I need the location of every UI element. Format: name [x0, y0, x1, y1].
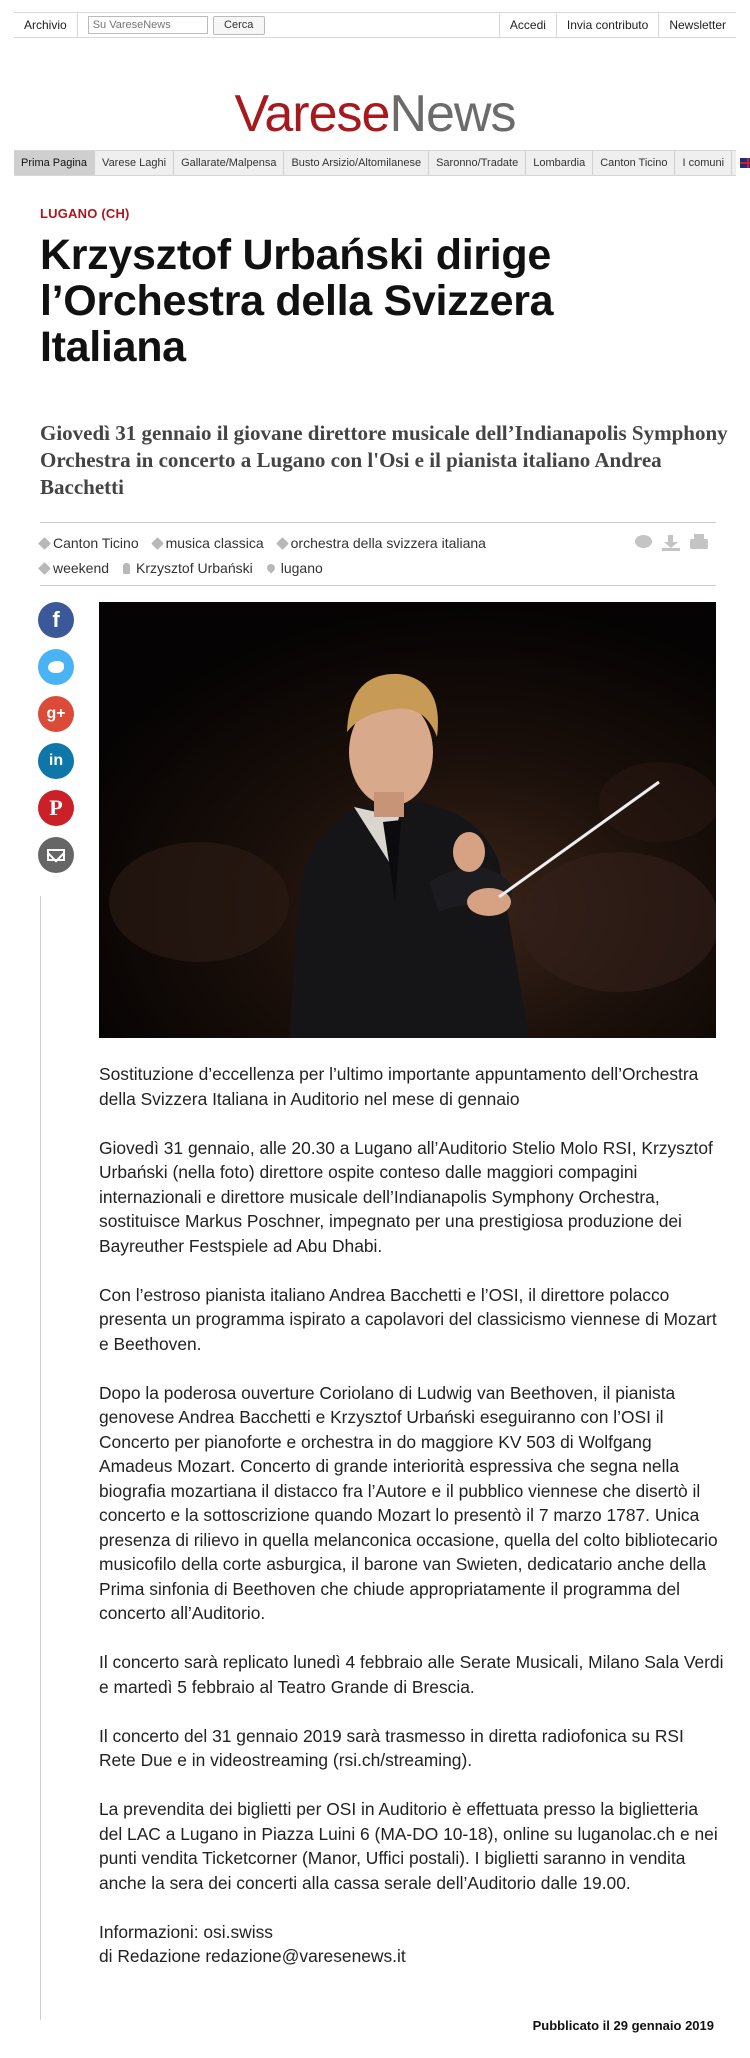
article-body [99, 1062, 724, 1969]
print-icon[interactable] [690, 539, 708, 549]
tag-label: weekend [53, 560, 110, 576]
facebook-icon: f [52, 607, 60, 632]
nav-item-saronno-tradate[interactable]: Saronno/Tradate [429, 151, 526, 175]
nav-item-prima-pagina[interactable]: Prima Pagina [14, 151, 95, 175]
tag-canton-ticino[interactable] [40, 535, 139, 551]
author-line: di Redazione redazione@varesenews.it [99, 1946, 406, 1966]
tag-weekend[interactable] [40, 560, 109, 576]
logo-part-news: News [389, 85, 516, 143]
nav-item-lombardia[interactable]: Lombardia [526, 151, 593, 175]
archivio-link[interactable]: Archivio [14, 13, 78, 37]
invia-contributo-link[interactable]: Invia contributo [556, 13, 658, 37]
nav-item-gallarate-malpensa[interactable]: Gallarate/Malpensa [174, 151, 284, 175]
uk-flag-icon [740, 158, 750, 168]
tag-musica-classica[interactable] [153, 535, 264, 551]
article-kicker: LUGANO (CH) [40, 206, 130, 221]
article-paragraph: Il concerto del 31 gennaio 2019 sarà trasmesso in diretta radiofonica su RSI Rete Due e in videostreaming (rsi.ch/streaming). [99, 1725, 684, 1770]
article-paragraph: Dopo la poderosa ouverture Coriolano di Ludwig van Beethoven, il pianista genovese Andrea Bacchetti e Krzysztof Urbański eseguiranno con l’OSI il Concerto per pianoforte e orchestra in do maggiore KV 503 di Wolfgang Amadeus Mozart. Concerto di grande interiorità espressiva che segna nella biografia mozartiana il distacco fra l’Autore e il pubblico viennese che disertò il concerto e la sottoscrizione quando Mozart lo presentò il 7 marzo 1787. Unica presenza di rilievo in quella melanconica occasione, quella del colto bibliotecario musicofilo della corte asburgica, il barone van Swieten, dedicatario anche della Prima sinfonia di Beethoven che chiude appropriatamente il programma del concerto all’Auditorio. [99, 1382, 718, 1623]
site-logo[interactable] [0, 84, 750, 144]
download-icon[interactable] [662, 535, 680, 551]
tag-label: musica classica [165, 535, 264, 551]
pinterest-share-button[interactable] [38, 790, 74, 826]
map-pin-icon [265, 562, 276, 573]
linkedin-share-button[interactable] [38, 743, 74, 779]
tag-icon [276, 537, 289, 550]
tag-label: Krzysztof Urbański [136, 560, 253, 576]
social-share [38, 602, 74, 884]
nav-item-busto-arsizio[interactable]: Busto Arsizio/Altomilanese [284, 151, 429, 175]
twitter-icon [48, 661, 64, 673]
published-prefix: Pubblicato il [532, 2018, 610, 2033]
tag-row [40, 560, 337, 576]
article-tools [625, 535, 708, 551]
envelope-icon [47, 849, 65, 861]
main-nav [14, 150, 736, 176]
tag-label: orchestra della svizzera italiana [290, 535, 486, 551]
tag-orchestra[interactable] [278, 535, 486, 551]
accedi-link[interactable]: Accedi [499, 13, 556, 37]
tag-place[interactable] [267, 560, 323, 576]
info-line: Informazioni: osi.swiss [99, 1921, 273, 1942]
conductor-photo-illustration [99, 602, 716, 1038]
newsletter-link[interactable]: Newsletter [658, 13, 736, 37]
comment-icon[interactable] [635, 535, 652, 548]
article-paragraph: Il concerto sarà replicato lunedì 4 febbraio alle Serate Musicali, Milano Sala Verdi e martedì 5 febbraio al Teatro Grande di Brescia. [99, 1652, 724, 1697]
facebook-share-button[interactable] [38, 602, 74, 638]
published-date [533, 2018, 714, 2033]
published-date-value: 29 gennaio 2019 [613, 2018, 714, 2033]
article-title: Krzysztof Urbański dirige l’Orchestra della Svizzera Italiana [40, 231, 554, 371]
left-rule [40, 896, 41, 2020]
top-bar [14, 12, 736, 38]
search-button[interactable]: Cerca [213, 16, 265, 35]
article-paragraph: La prevendita dei biglietti per OSI in Auditorio è effettuata presso la biglietteria del LAC a Lugano in Piazza Luini 6 (MA-DO 10-18), online su luganolac.ch e nei punti vendita Ticketcorner (Manor, Uffici postali). I biglietti saranno in vendita anche la sera dei concerti alla cassa serale dell’Auditorio dalle 19.00. [99, 1799, 718, 1893]
tag-row [40, 535, 500, 551]
tag-label: Canton Ticino [53, 535, 139, 551]
article-tags [40, 522, 716, 586]
tag-label: lugano [280, 560, 323, 576]
article-subtitle: Giovedì 31 gennaio il giovane direttore musicale dell’Indianapolis Symphony Orchestra in concerto a Lugano con l'Osi e il pianista italiano Andrea Bacchetti [40, 421, 728, 499]
tag-icon [38, 537, 51, 550]
twitter-share-button[interactable] [38, 649, 74, 685]
article-paragraph: Con l’estroso pianista italiano Andrea Bacchetti e l’OSI, il direttore polacco presenta un programma ispirato a capolavori del classicismo viennese di Mozart e Beethoven. [99, 1284, 717, 1354]
nav-item-canton-ticino[interactable]: Canton Ticino [593, 151, 675, 175]
article-paragraph: Giovedì 31 gennaio, alle 20.30 a Lugano all’Auditorio Stelio Molo RSI, Krzysztof Urbański (nella foto) direttore ospite conteso dalle maggiori compagini internazionali e direttore musicale dell’Indianapolis Symphony Orchestra, sostituisce Markus Poschner, impegnato per una prestigiosa produzione dei Bayreuther Festspiele ad Abu Dhabi. [99, 1137, 713, 1256]
article-photo[interactable] [99, 602, 716, 1038]
article-paragraph: Sostituzione d’eccellenza per l’ultimo importante appuntamento dell’Orchestra della Svizzera Italiana in Auditorio nel mese di gennaio [99, 1064, 699, 1109]
search-input[interactable] [88, 16, 208, 34]
googleplus-icon: g+ [46, 705, 66, 722]
tag-icon [151, 537, 164, 550]
person-icon [123, 563, 130, 574]
english-flag-link[interactable] [732, 151, 750, 175]
tag-icon [38, 562, 51, 575]
nav-item-varese-laghi[interactable]: Varese Laghi [95, 151, 174, 175]
googleplus-share-button[interactable] [38, 696, 74, 732]
logo-part-varese: Varese [234, 85, 390, 143]
tag-person[interactable] [123, 560, 253, 576]
nav-item-i-comuni[interactable]: I comuni [675, 151, 732, 175]
linkedin-icon: in [48, 752, 64, 769]
pinterest-icon: P [49, 795, 63, 820]
email-share-button[interactable] [38, 837, 74, 873]
